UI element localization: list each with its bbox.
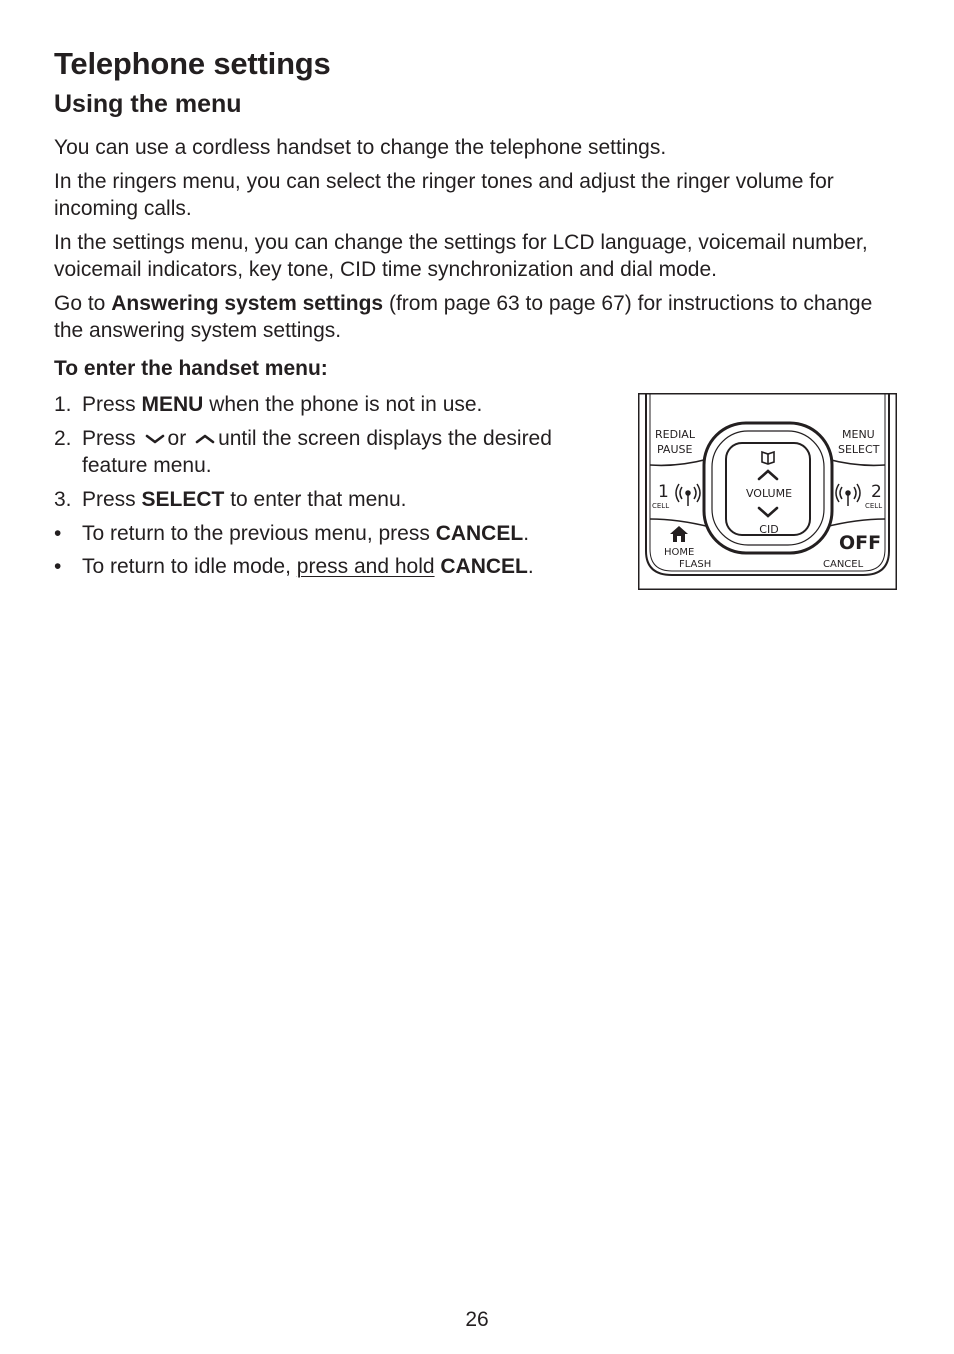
home-label: HOME [664,547,695,558]
page-title: Telephone settings [54,46,331,81]
handset-keypad-illustration [638,393,897,590]
cell-right-label: CELL [865,502,883,510]
cancel-key-label: CANCEL [440,555,528,578]
cancel-label: CANCEL [823,559,864,570]
off-label: OFF [839,532,882,554]
cid-label: CID [759,523,779,536]
ringers-paragraph: In the ringers menu, you can select the ringer tones and adjust the ringer volume for incoming calls. [54,170,834,220]
select-key-label: SELECT [141,488,225,511]
cell-left-label: CELL [652,502,670,510]
intro-paragraph: You can use a cordless handset to change the telephone settings. [54,136,667,159]
pause-label: PAUSE [657,443,693,456]
settings-paragraph: In the settings menu, you can change the settings for LCD language, voicemail number, voicemail indicators, key tone, CID time synchronization and dial mode. [54,231,868,281]
answering-settings-link-text: Answering system settings [111,292,384,315]
flash-label: FLASH [679,559,712,570]
volume-label: VOLUME [745,487,793,500]
press-and-hold-text: press and hold [296,555,435,578]
redial-label: REDIAL [655,428,695,441]
select-label: SELECT [838,443,880,456]
section-title: Using the menu [54,90,242,118]
steps-heading: To enter the handset menu: [54,357,328,380]
cancel-key-label: CANCEL [435,522,524,545]
menu-key-label: MENU [141,393,204,416]
key-one-label: 1 [658,482,669,502]
key-two-label: 2 [871,482,882,502]
page-number: 26 [465,1308,489,1331]
answering-paragraph: Go to Answering system settings (from page 63 to page 67) for instructions to change the answering system settings. [54,292,873,342]
menu-label: MENU [842,428,875,441]
chevron-up-icon [194,432,216,446]
chevron-down-icon [144,432,166,446]
